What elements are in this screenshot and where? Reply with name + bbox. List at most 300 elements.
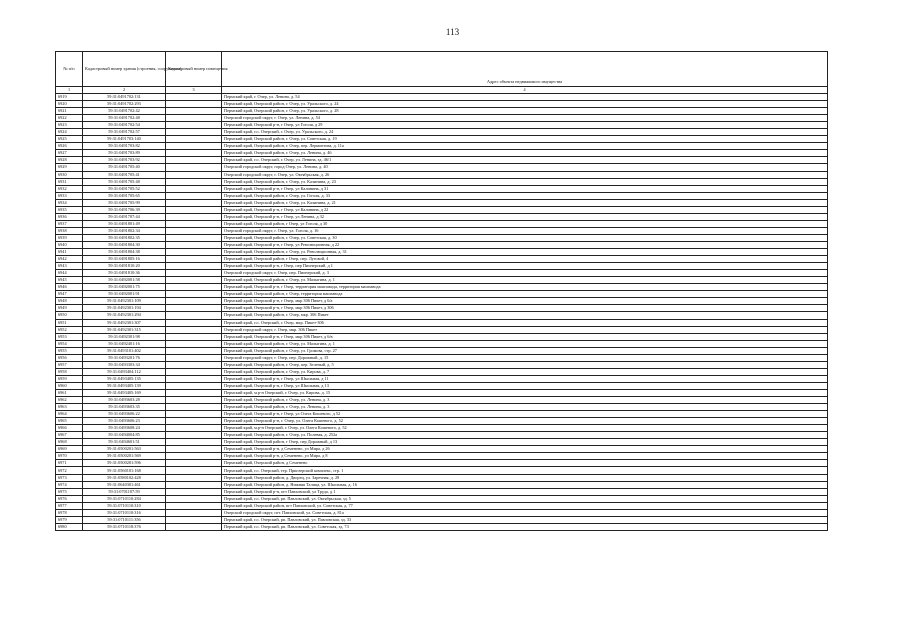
table-row — [56, 389, 828, 396]
row-number: 6979 — [56, 516, 83, 523]
table-row — [56, 516, 828, 523]
room-cadastral-number — [166, 375, 222, 382]
room-cadastral-number — [166, 481, 222, 488]
address-cell: Пермский край, Очерский р-н, г Очер, мкр 306 Пикет, д 6/а — [222, 298, 828, 305]
cadastral-number: 59:31:0491706:39 — [83, 206, 166, 213]
table-row — [56, 234, 828, 241]
table-row — [56, 312, 828, 319]
address-cell: Пермский край, Очерский район, г. Очер, пер. Лермонтова, д. 11а — [222, 143, 828, 150]
header-cadastral-building: Кадастровый номер здания (строения, сооружения) — [83, 52, 166, 87]
table-row — [56, 164, 828, 171]
table-row — [56, 453, 828, 460]
address-cell: Пермский край, Очерский район, г. Очер, ул. Ленина, д. 3 — [222, 397, 828, 404]
address-cell: Пермский край, Очерский район, д. Нижняя Талица, ул. Школьная, д. 16 — [222, 481, 828, 488]
room-cadastral-number — [166, 192, 222, 199]
table-row — [56, 270, 828, 277]
row-number: 6932 — [56, 185, 83, 192]
room-cadastral-number — [166, 425, 222, 432]
row-number: 6978 — [56, 509, 83, 516]
table-row — [56, 291, 828, 298]
room-cadastral-number — [166, 326, 222, 333]
row-number: 6940 — [56, 241, 83, 248]
cadastral-number: 59:31:0492301:194 — [83, 305, 166, 312]
address-cell: Пермский край, Очерский район, г. Очер, мкр. 306 Пикет — [222, 312, 828, 319]
row-number: 6933 — [56, 192, 83, 199]
address-cell: Пермский край, г.о. Очерский, тер. Приозерский комплекс, стр. 1 — [222, 467, 828, 474]
row-number: 6976 — [56, 495, 83, 502]
table-row — [56, 150, 828, 157]
address-cell: Пермский край, Очерский район, г. Очер, ул. Калинина, д. 23 — [222, 178, 828, 185]
room-cadastral-number — [166, 488, 222, 495]
room-cadastral-number — [166, 404, 222, 411]
table-row — [56, 122, 828, 129]
address-cell: Пермский край, Очерский район, г. Очер, ул. Малыгина, д. 1 — [222, 277, 828, 284]
room-cadastral-number — [166, 298, 222, 305]
address-cell: Очерский городской округ, г. Очер, ул. Гоголя, д. 16 — [222, 227, 828, 234]
table-row — [56, 495, 828, 502]
cadastral-number: 59:31:0492301:109 — [83, 298, 166, 305]
cadastral-number: 59:31:0492001:91 — [83, 291, 166, 298]
room-cadastral-number — [166, 185, 222, 192]
row-number: 6977 — [56, 502, 83, 509]
address-cell: Пермский край, Очерский район, г. Очер, ул. Ленина, д. 3 — [222, 404, 828, 411]
table-row — [56, 502, 828, 509]
row-number: 6958 — [56, 368, 83, 375]
address-cell: Пермский край, Очерский р-н, г Очер, ул Ленина, д 32 — [222, 213, 828, 220]
table-row — [56, 368, 828, 375]
room-cadastral-number — [166, 368, 222, 375]
table-row — [56, 460, 828, 467]
room-cadastral-number — [166, 418, 222, 425]
row-number: 6926 — [56, 143, 83, 150]
row-number: 6957 — [56, 361, 83, 368]
cadastral-number: 59:31:0492301:307 — [83, 319, 166, 326]
row-number: 6935 — [56, 206, 83, 213]
table-row — [56, 108, 828, 115]
room-cadastral-number — [166, 312, 222, 319]
room-cadastral-number — [166, 129, 222, 136]
table-row — [56, 446, 828, 453]
cadastral-number: 59:31:0492301:294 — [83, 312, 166, 319]
address-cell: Пермский край, Очерский район, г. Очер, ул. Калинина, д. 21 — [222, 199, 828, 206]
cadastral-number: 59:31:0493606:22 — [83, 411, 166, 418]
column-number: 2 — [83, 87, 166, 94]
room-cadastral-number — [166, 411, 222, 418]
room-cadastral-number — [166, 516, 222, 523]
address-cell: Пермский край, Очерский р-н, г Очер, ул Школьная, д 11 — [222, 375, 828, 382]
column-number: 3 — [166, 87, 222, 94]
address-cell: Пермский край, Очерский район, г. Очер, ул. Советская, д. 30 — [222, 234, 828, 241]
address-cell: Пермский край, г.о. Очерский, г. Очер, ул. Ленина, зд. 46/1 — [222, 157, 828, 164]
table-row — [56, 143, 828, 150]
row-number: 6953 — [56, 333, 83, 340]
cadastral-number: 59:31:0491802:35 — [83, 234, 166, 241]
row-number: 6961 — [56, 389, 83, 396]
row-number: 6974 — [56, 481, 83, 488]
address-cell: Пермский край, Очерский район, г. Очер, территория машзавода — [222, 291, 828, 298]
row-number: 6928 — [56, 157, 83, 164]
table-row — [56, 178, 828, 185]
cadastral-number: 59:31:0491705:65 — [83, 192, 166, 199]
cadastral-number: 59:31:0491702:293 — [83, 101, 166, 108]
row-number: 6943 — [56, 263, 83, 270]
room-cadastral-number — [166, 178, 222, 185]
row-number: 6938 — [56, 227, 83, 234]
table-row — [56, 249, 828, 256]
table-row — [56, 326, 828, 333]
row-number: 6945 — [56, 277, 83, 284]
address-cell: Очерский городской округ, г. Очер, пер. Дорожный, д. 15 — [222, 354, 828, 361]
row-number: 6927 — [56, 150, 83, 157]
cadastral-number: 59:31:0491702:57 — [83, 129, 166, 136]
cadastral-number: 59:31:0491802:34 — [83, 227, 166, 234]
cadastral-number: 59:31:0492001:58 — [83, 277, 166, 284]
row-number: 6942 — [56, 256, 83, 263]
table-row — [56, 115, 828, 122]
cadastral-number: 59:31:0701107:59 — [83, 488, 166, 495]
header-num: № п/п — [56, 52, 83, 87]
room-cadastral-number — [166, 432, 222, 439]
row-number: 6975 — [56, 488, 83, 495]
cadastral-number: 59:31:0491801:49 — [83, 220, 166, 227]
row-number: 6959 — [56, 375, 83, 382]
address-cell: Пермский край, Очерский район, г Очер, ул Гоголя, д 30 — [222, 220, 828, 227]
table-body — [56, 94, 828, 531]
address-cell: Пермский край, Очерский район, д Семенено — [222, 460, 828, 467]
table-row — [56, 523, 828, 530]
cadastral-number: 59:31:0491703:89 — [83, 150, 166, 157]
cadastral-number: 59:31:0710110:310 — [83, 502, 166, 509]
row-number: 6931 — [56, 178, 83, 185]
table-row — [56, 397, 828, 404]
address-cell: Пермский край, г.о. Очерский, г. Очер, ул. Уральского, д. 24 — [222, 129, 828, 136]
address-cell: Пермский край, Очерский р-н, г Очер, мкр 306 Пикет, д 6/в — [222, 333, 828, 340]
room-cadastral-number — [166, 446, 222, 453]
address-cell: Пермский край, Очерский район, г Очер, пер. Луговой, 4 — [222, 256, 828, 263]
cadastral-number: 59:31:0491705:52 — [83, 185, 166, 192]
address-cell: Пермский край, Очерский р-н, г Очер, ул Революционная, д 22 — [222, 241, 828, 248]
row-number: 6924 — [56, 129, 83, 136]
room-cadastral-number — [166, 263, 222, 270]
room-cadastral-number — [166, 347, 222, 354]
cadastral-number: 59:31:0491703:140 — [83, 136, 166, 143]
room-cadastral-number — [166, 270, 222, 277]
room-cadastral-number — [166, 333, 222, 340]
address-cell: Пермский край, Очерский район, г. Очер, ул. Малыгина, д. 1 — [222, 340, 828, 347]
row-number: 6964 — [56, 411, 83, 418]
address-cell: Пермский край, Очерский р-н, г Очер, ул Калинина, д 22 — [222, 206, 828, 213]
row-number: 6963 — [56, 404, 83, 411]
room-cadastral-number — [166, 164, 222, 171]
cadastral-number: 59:31:0491810:20 — [83, 263, 166, 270]
cadastral-number: 59:31:0492301:98 — [83, 333, 166, 340]
row-number: 6954 — [56, 340, 83, 347]
address-cell: Пермский край, г.о. Очерский, рп. Павловский, ул. Октябрьская, зд. 5 — [222, 495, 828, 502]
cadastral-number: 59:31:0500201:563 — [83, 446, 166, 453]
room-cadastral-number — [166, 206, 222, 213]
room-cadastral-number — [166, 122, 222, 129]
row-number: 6962 — [56, 397, 83, 404]
cadastral-number: 59:31:0493606:23 — [83, 418, 166, 425]
table-row — [56, 439, 828, 446]
table-row — [56, 347, 828, 354]
address-cell: Пермский край, Очерский район, г. Очер, ул. Кирова, д. 7 — [222, 368, 828, 375]
row-number: 6967 — [56, 432, 83, 439]
address-cell: Очерский городской округ, г. Очер, ул. Ленина, д. 54 — [222, 115, 828, 122]
table-row — [56, 411, 828, 418]
cadastral-number: 59:31:0493405:169 — [83, 389, 166, 396]
cadastral-number: 59:31:0493404:112 — [83, 368, 166, 375]
table-row — [56, 354, 828, 361]
table-row — [56, 199, 828, 206]
row-number: 6923 — [56, 122, 83, 129]
address-cell: Пермский край, Очерский р-н, пгт Павловский, ул Труда, д 1 — [222, 488, 828, 495]
cadastral-number: 59:31:0491703:82 — [83, 143, 166, 150]
room-cadastral-number — [166, 213, 222, 220]
cadastral-number: 59:31:0580102:428 — [83, 474, 166, 481]
room-cadastral-number — [166, 453, 222, 460]
address-cell: Пермский край, Очерский район, пгт Павловский, ул. Советская, д. 77 — [222, 502, 828, 509]
header-cadastral-room: Кадастровый номер помещения — [166, 52, 222, 87]
row-number: 6966 — [56, 425, 83, 432]
cadastral-number: 59:31:0493405:139 — [83, 382, 166, 389]
header-address: Адрес объекта недвижимого имущества — [222, 52, 828, 87]
address-cell: Пермский край, Очерский р-н, г Очер, мкр 306 Пикет, д 306 — [222, 305, 828, 312]
table-row — [56, 157, 828, 164]
room-cadastral-number — [166, 361, 222, 368]
room-cadastral-number — [166, 101, 222, 108]
row-number: 6969 — [56, 446, 83, 453]
room-cadastral-number — [166, 136, 222, 143]
table-row — [56, 256, 828, 263]
row-number: 6937 — [56, 220, 83, 227]
address-cell: Пермский край, г.о. Очерский, рп. Павловский, ул. Павловская, зд. 33 — [222, 516, 828, 523]
room-cadastral-number — [166, 502, 222, 509]
table-row — [56, 284, 828, 291]
table-row — [56, 361, 828, 368]
table-row — [56, 136, 828, 143]
cadastral-number: 59:31:0500201:569 — [83, 453, 166, 460]
room-cadastral-number — [166, 256, 222, 263]
room-cadastral-number — [166, 474, 222, 481]
row-number: 6949 — [56, 305, 83, 312]
row-number: 6973 — [56, 474, 83, 481]
row-number: 6956 — [56, 354, 83, 361]
cadastral-number: 59:31:0491804:30 — [83, 241, 166, 248]
address-cell: Пермский край, Очерский район, г. Очер, ул. Уральского, д. 28 — [222, 108, 828, 115]
row-number: 6922 — [56, 115, 83, 122]
room-cadastral-number — [166, 108, 222, 115]
address-cell: Пермский край, Очерский район, г. Очер, ул. Гоголя, д. 33 — [222, 192, 828, 199]
row-number: 6971 — [56, 460, 83, 467]
row-number: 6948 — [56, 298, 83, 305]
row-number: 6929 — [56, 164, 83, 171]
room-cadastral-number — [166, 171, 222, 178]
room-cadastral-number — [166, 143, 222, 150]
room-cadastral-number — [166, 319, 222, 326]
address-cell: Пермский край, м.р-н Очерский, г. Очер, ул. Кирова, д. 15 — [222, 389, 828, 396]
column-number: 1 — [56, 87, 83, 94]
cadastral-number: 59:31:0491707:44 — [83, 213, 166, 220]
cadastral-number: 59:31:0491702:42 — [83, 108, 166, 115]
room-cadastral-number — [166, 220, 222, 227]
row-number: 6968 — [56, 439, 83, 446]
table-row — [56, 206, 828, 213]
table-row — [56, 375, 828, 382]
address-cell: Пермский край, Очерский р-н, г Очер, ул Гоголя, д 29 — [222, 122, 828, 129]
cadastral-number: 59:31:0493303:34 — [83, 361, 166, 368]
address-cell: Пермский край, Очерский р-н, г Очер, пер Пионерский, д 1 — [222, 263, 828, 270]
table-row — [56, 432, 828, 439]
page-number: 113 — [445, 27, 460, 37]
row-number: 6972 — [56, 467, 83, 474]
row-number: 6950 — [56, 312, 83, 319]
address-cell: Очерский городской округ, пгт. Павловский, ул. Советская, д. 81а — [222, 509, 828, 516]
table-row — [56, 418, 828, 425]
room-cadastral-number — [166, 157, 222, 164]
table-row — [56, 213, 828, 220]
row-number: 6947 — [56, 291, 83, 298]
address-cell: Пермский край, Очерский район, г. Очер, ул. Советская, д. 19 — [222, 136, 828, 143]
table-row — [56, 481, 828, 488]
column-number-row — [56, 87, 828, 94]
cadastral-number: 59:31:0491705:99 — [83, 199, 166, 206]
table-header-row — [56, 52, 828, 87]
table-row — [56, 192, 828, 199]
table-row — [56, 425, 828, 432]
cadastral-number: 59:31:0560101:168 — [83, 467, 166, 474]
row-number: 6930 — [56, 171, 83, 178]
room-cadastral-number — [166, 234, 222, 241]
address-cell: Очерский городской округ, г. Очер, пер. Пионерский, д. 3 — [222, 270, 828, 277]
address-cell: Пермский край, Очерский р-н, г Очер, ул Школьная, д 13 — [222, 382, 828, 389]
room-cadastral-number — [166, 115, 222, 122]
cadastral-number: 59:31:0491702:54 — [83, 122, 166, 129]
room-cadastral-number — [166, 382, 222, 389]
table-row — [56, 333, 828, 340]
room-cadastral-number — [166, 150, 222, 157]
cadastral-number: 59:31:0491705:40 — [83, 164, 166, 171]
row-number: 6965 — [56, 418, 83, 425]
room-cadastral-number — [166, 277, 222, 284]
row-number: 6939 — [56, 234, 83, 241]
cadastral-number: 59:31:0493201:76 — [83, 354, 166, 361]
table-row — [56, 467, 828, 474]
property-table — [55, 51, 828, 531]
room-cadastral-number — [166, 509, 222, 516]
address-cell: Очерский городской округ, город Очер, ул. Ленина, д. 40 — [222, 164, 828, 171]
room-cadastral-number — [166, 389, 222, 396]
room-cadastral-number — [166, 523, 222, 530]
address-cell: Очерский городской округ, г. Очер, ул. Октябрьская, д. 26 — [222, 171, 828, 178]
room-cadastral-number — [166, 467, 222, 474]
room-cadastral-number — [166, 305, 222, 312]
room-cadastral-number — [166, 439, 222, 446]
table-row — [56, 404, 828, 411]
room-cadastral-number — [166, 94, 222, 101]
room-cadastral-number — [166, 291, 222, 298]
cadastral-number: 59:31:0492301:315 — [83, 326, 166, 333]
table-row — [56, 101, 828, 108]
row-number: 6944 — [56, 270, 83, 277]
row-number: 6955 — [56, 347, 83, 354]
room-cadastral-number — [166, 284, 222, 291]
table-row — [56, 185, 828, 192]
cadastral-number: 59:31:0494004:85 — [83, 432, 166, 439]
table-row — [56, 474, 828, 481]
cadastral-number: 59:31:0710110:316 — [83, 509, 166, 516]
room-cadastral-number — [166, 495, 222, 502]
address-cell: Пермский край, Очерский р-н, д Семенено, ул Мира, д 26 — [222, 446, 828, 453]
table-row — [56, 340, 828, 347]
table-row — [56, 277, 828, 284]
cadastral-number: 59:31:0493608:24 — [83, 425, 166, 432]
table-row — [56, 227, 828, 234]
row-number: 6920 — [56, 101, 83, 108]
room-cadastral-number — [166, 241, 222, 248]
address-cell: Пермский край, м.р-н Очерский, г. Очер, ул. Олега Кошевого, д. 52 — [222, 425, 828, 432]
cadastral-number: 59:31:0710111:356 — [83, 516, 166, 523]
table-row — [56, 220, 828, 227]
cadastral-number: 59:31:0493603:28 — [83, 397, 166, 404]
table-row — [56, 305, 828, 312]
room-cadastral-number — [166, 340, 222, 347]
cadastral-number: 59:31:0491705:41 — [83, 171, 166, 178]
table-row — [56, 129, 828, 136]
cadastral-number: 59:31:0492401:16 — [83, 340, 166, 347]
table-row — [56, 241, 828, 248]
cadastral-number: 59:31:0494601:51 — [83, 439, 166, 446]
row-number: 6960 — [56, 382, 83, 389]
cadastral-number: 59:31:0493405:135 — [83, 375, 166, 382]
address-cell: Пермский край, Очерский район, г. Очер, ул. Громова, стр. 27 — [222, 347, 828, 354]
room-cadastral-number — [166, 397, 222, 404]
address-cell: Пермский край, г.о. Очерский, г. Очер, мкр. Пикет-306 — [222, 319, 828, 326]
table-row — [56, 298, 828, 305]
address-cell: Пермский край, г. Очер, ул. Ленина, д. 54 — [222, 94, 828, 101]
row-number: 6941 — [56, 249, 83, 256]
cadastral-number: 59:31:0491810:36 — [83, 270, 166, 277]
room-cadastral-number — [166, 460, 222, 467]
row-number: 6980 — [56, 523, 83, 530]
cadastral-number: 59:31:0710118:376 — [83, 523, 166, 530]
address-cell: Пермский край, Очерский р-н, г Очер, территория машзавода, территория машзавода — [222, 284, 828, 291]
address-cell: Пермский край, Очерский район, г. Очер, ул. Уральского, д. 24 — [222, 101, 828, 108]
row-number: 6970 — [56, 453, 83, 460]
row-number: 6919 — [56, 94, 83, 101]
cadastral-number: 59:31:0492001:75 — [83, 284, 166, 291]
table-row — [56, 509, 828, 516]
room-cadastral-number — [166, 249, 222, 256]
address-cell: Пермский край, Очерский район, г Очер, пер Дорожный, д 13 — [222, 439, 828, 446]
address-cell: Пермский край, Очерский район, д. Дворец, ул. Заречная, д. 28 — [222, 474, 828, 481]
cadastral-number: 59:31:0500201:596 — [83, 460, 166, 467]
room-cadastral-number — [166, 227, 222, 234]
row-number: 6951 — [56, 319, 83, 326]
row-number: 6946 — [56, 284, 83, 291]
cadastral-number: 59:31:0710110:284 — [83, 495, 166, 502]
room-cadastral-number — [166, 199, 222, 206]
table-row — [56, 319, 828, 326]
column-number: 4 — [222, 87, 828, 94]
cadastral-number: 59:31:0493603:35 — [83, 404, 166, 411]
address-cell: Пермский край, Очерский р-н, г Очер, ул Олега Кошевого, д 52 — [222, 411, 828, 418]
row-number: 6936 — [56, 213, 83, 220]
address-cell: Пермский край, г.о. Очерский, рп. Павловский, ул. Советская, зд. 73 — [222, 523, 828, 530]
row-number: 6952 — [56, 326, 83, 333]
address-cell: Пермский край, Очерский р-н, г. Очер, ул. Олега Кошевого, д. 52 — [222, 418, 828, 425]
address-cell: Пермский край, Очерский р-н, д Семенено, ул Мира, д 8 — [222, 453, 828, 460]
